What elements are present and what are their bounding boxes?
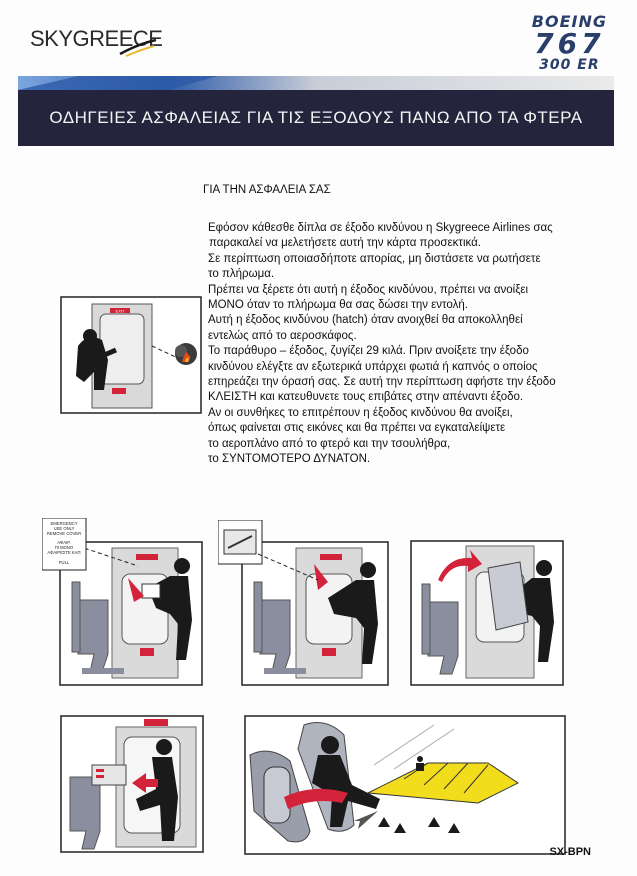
instruction-line: ΜΟΝΟ όταν το πλήρωμα θα σας δώσει την εντολή. bbox=[208, 299, 468, 312]
section-heading: ΓΙΑ ΤΗΝ ΑΣΦΑΛΕΙΑ ΣΑΣ bbox=[203, 184, 331, 196]
instruction-line: το πλήρωμα. bbox=[208, 268, 275, 281]
instruction-line: Σε περίπτωση οποιασδήποτε απορίας, μη διστάσετε να ρωτήσετε bbox=[208, 252, 541, 265]
illustration-exit-onto-wing bbox=[244, 715, 566, 855]
instruction-line: Αυτή η έξοδος κινδύνου (hatch) όταν ανοιχθεί θα αποκολληθεί bbox=[208, 314, 523, 327]
header-stripe bbox=[18, 76, 614, 90]
svg-text:PULL: PULL bbox=[58, 560, 70, 565]
svg-text:USE ONLY: USE ONLY bbox=[53, 526, 75, 531]
instruction-line: Εφόσον κάθεσθε δίπλα σε έξοδο κινδύνου η Skygreece Airlines σας bbox=[208, 222, 553, 234]
banner-title: ΟΔΗΓΕΙΕΣ ΑΣΦΑΛΕΙΑΣ ΓΙΑ ΤΙΣ ΕΞΟΔΟΥΣ ΠΑΝΩ ΑΠΟ ΤΑ ΦΤΕΡΑ bbox=[18, 90, 614, 146]
svg-text:EMERGENCY: EMERGENCY bbox=[50, 521, 78, 526]
aircraft-maker: BOEING bbox=[531, 12, 607, 31]
instruction-line: Πρέπει να ξέρετε ότι αυτή η έξοδος κινδύνου, πρέπει να ανοίξει bbox=[208, 283, 529, 296]
instruction-line: κινδύνου ελέγξτε αν εξωτερικά υπάρχει φωτιά ή καπνός ο οποίος bbox=[208, 360, 538, 373]
instructions-text bbox=[208, 221, 608, 468]
svg-text:ΑΦΑΙΡ.: ΑΦΑΙΡ. bbox=[57, 540, 71, 545]
illustration-dispose-hatch bbox=[60, 715, 204, 853]
airline-logo: SKYGREECE bbox=[30, 26, 163, 51]
illustration-hatch-released bbox=[410, 540, 564, 686]
aircraft-model: 767 bbox=[534, 27, 605, 60]
fire-smoke-icon bbox=[170, 338, 202, 370]
instruction-line: εντελώς από το αεροσκάφος. bbox=[208, 329, 357, 342]
instruction-line: το αεροπλάνο από το φτερό και την τσουλήθρα, bbox=[208, 437, 451, 450]
illustration-remove-cover bbox=[42, 518, 204, 686]
svg-text:ΑΦΑΙΡΕΣΤΕ ΚΑΠ: ΑΦΑΙΡΕΣΤΕ ΚΑΠ bbox=[47, 550, 81, 555]
instruction-line: επηρεάζει την όρασή σας. Σε αυτή την περίπτωση αφήστε την έξοδο bbox=[208, 376, 556, 389]
instruction-line: το ΣΥΝΤΟΜΟΤΕΡΟ ΔΥΝΑΤΟΝ. bbox=[208, 453, 371, 466]
aircraft-type bbox=[532, 12, 607, 73]
aircraft-variant: 300 ER bbox=[539, 57, 600, 73]
svg-text:REMOVE COVER: REMOVE COVER bbox=[46, 531, 82, 536]
instruction-line: παρακαλεί να μελετήσετε αυτή την κάρτα προσεκτικά. bbox=[209, 237, 481, 250]
instruction-line: Το παράθυρο – έξοδος, ζυγίζει 29 κιλά. Πριν ανοίξετε την έξοδο bbox=[208, 345, 529, 358]
svg-text:ΠΙ ΜΟΝΟ: ΠΙ ΜΟΝΟ bbox=[54, 545, 74, 550]
svg-text:EXIT: EXIT bbox=[115, 308, 125, 314]
instruction-line: όπως φαίνεται στις εικόνες και θα πρέπει να εγκαταλείψετε bbox=[208, 422, 506, 435]
instruction-line: ΚΛΕΙΣΤΗ και κατευθυνετε τους επιβάτες στην απέναντι έξοδο. bbox=[208, 391, 524, 404]
instruction-line: Αν οι συνθήκες το επιτρέπουν η έξοδος κινδύνου θα ανοίξει, bbox=[208, 406, 513, 419]
aircraft-registration: SX-BPN bbox=[549, 846, 591, 858]
logo-swoosh-icon bbox=[118, 38, 158, 58]
illustration-pull-handle bbox=[218, 520, 390, 686]
